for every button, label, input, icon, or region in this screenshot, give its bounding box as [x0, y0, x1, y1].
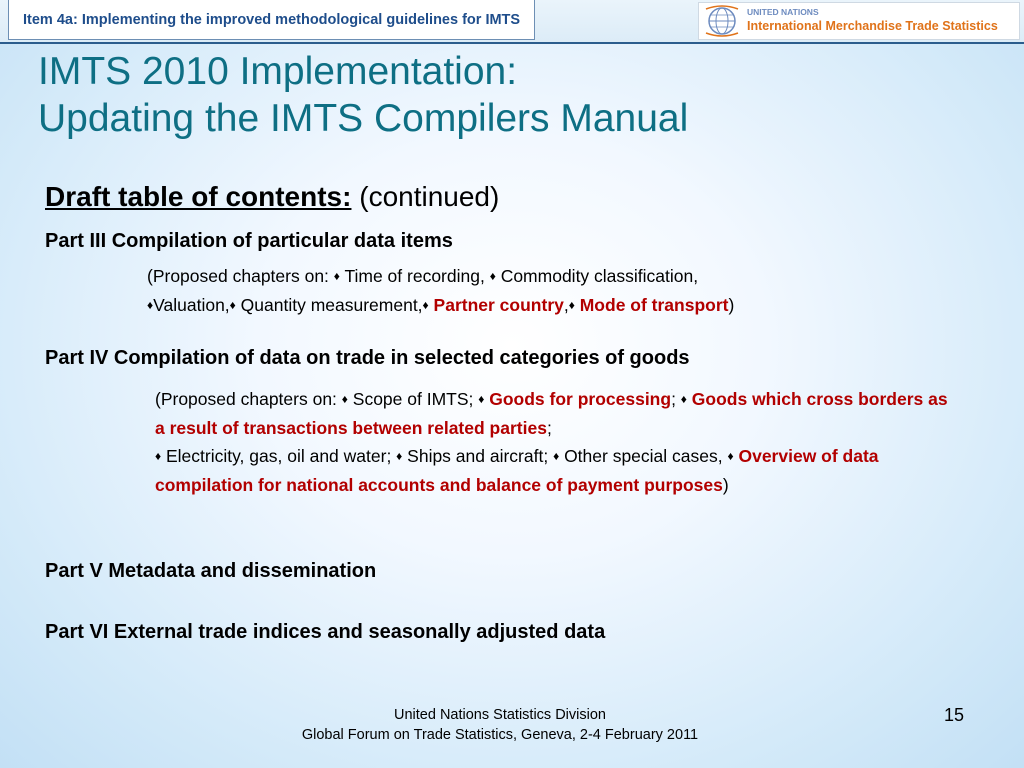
- section-heading: [45, 180, 499, 214]
- page-number: 15: [943, 705, 965, 725]
- p4-semicolon: ;: [671, 389, 681, 409]
- bullet-icon: ♦: [478, 392, 485, 406]
- p3-intro: (Proposed chapters on:: [147, 266, 334, 286]
- p4-chapter-other-special-cases: Other special cases,: [559, 446, 728, 466]
- bullet-icon: ♦: [396, 449, 403, 463]
- title-line-1: IMTS 2010 Implementation:: [38, 50, 518, 93]
- p4-chapter-ships-aircraft: Ships and aircraft;: [402, 446, 554, 466]
- slide-title: [38, 48, 688, 142]
- bullet-icon: ♦: [422, 297, 429, 312]
- p3-chapter-quantity-measurement: Quantity measurement,: [235, 294, 423, 315]
- p3-chapter-mode-of-transport: Mode of transport: [579, 294, 729, 315]
- p3-chapter-partner-country: Partner country: [433, 294, 564, 315]
- p4-intro: (Proposed chapters on:: [155, 389, 342, 409]
- part-iv-heading: Part IV Compilation of data on trade in selected categories of goods: [45, 347, 690, 369]
- bullet-icon: ♦: [155, 449, 162, 463]
- footer: [200, 705, 800, 745]
- part-vi-heading: Part VI External trade indices and seasonally adjusted data: [45, 621, 606, 643]
- p4-chapter-related-parties: Goods which cross borders as a result of transactions between related parties: [155, 389, 948, 438]
- un-globe-icon: [703, 5, 741, 37]
- part-v-heading: Part V Metadata and dissemination: [45, 560, 377, 582]
- logo-imts-text: International Merchandise Trade Statistics: [747, 19, 998, 33]
- section-heading-suffix: (continued): [351, 181, 500, 212]
- bullet-icon: ♦: [680, 392, 687, 406]
- bullet-icon: ♦: [229, 297, 236, 312]
- part-iv-chapters: [155, 385, 955, 499]
- p4-chapter-goods-for-processing: Goods for processing: [489, 389, 672, 409]
- p3-chapter-time-of-recording: Time of recording,: [339, 266, 490, 286]
- p4-semicolon: ;: [546, 417, 552, 438]
- p4-close: ): [722, 474, 729, 495]
- bullet-icon: ♦: [568, 297, 575, 312]
- p4-chapter-electricity: Electricity, gas, oil and water;: [161, 446, 397, 466]
- logo-un-text: UNITED NATIONS: [747, 7, 819, 17]
- part-iii-chapters: [147, 262, 947, 319]
- footer-line-2: Global Forum on Trade Statistics, Geneva, 2-4 February 2011: [301, 727, 699, 743]
- p4-chapter-scope: Scope of IMTS;: [347, 389, 479, 409]
- bullet-icon: ♦: [147, 297, 154, 312]
- part-iii-heading: Part III Compilation of particular data items: [45, 230, 453, 252]
- bullet-icon: ♦: [489, 269, 496, 283]
- bullet-icon: ♦: [341, 392, 348, 406]
- footer-line-1: United Nations Statistics Division: [394, 707, 606, 723]
- header-bar: [0, 0, 1024, 44]
- bullet-icon: ♦: [333, 269, 340, 283]
- section-heading-label: Draft table of contents:: [45, 181, 352, 212]
- p4-chapter-overview-national-accounts: Overview of data compilation for national accounts and balance of payment purposes: [155, 446, 879, 495]
- bullet-icon: ♦: [727, 449, 734, 463]
- p3-chapter-valuation: Valuation,: [153, 294, 230, 315]
- title-line-2: Updating the IMTS Compilers Manual: [38, 97, 689, 140]
- header-item-label: Item 4a: Implementing the improved methodological guidelines for IMTS: [8, 0, 535, 40]
- p3-chapter-commodity-classification: Commodity classification,: [495, 266, 699, 286]
- p3-close: ): [728, 294, 735, 315]
- unsd-imts-logo: [698, 2, 1020, 40]
- bullet-icon: ♦: [553, 449, 560, 463]
- p3-separator: ,: [563, 294, 569, 315]
